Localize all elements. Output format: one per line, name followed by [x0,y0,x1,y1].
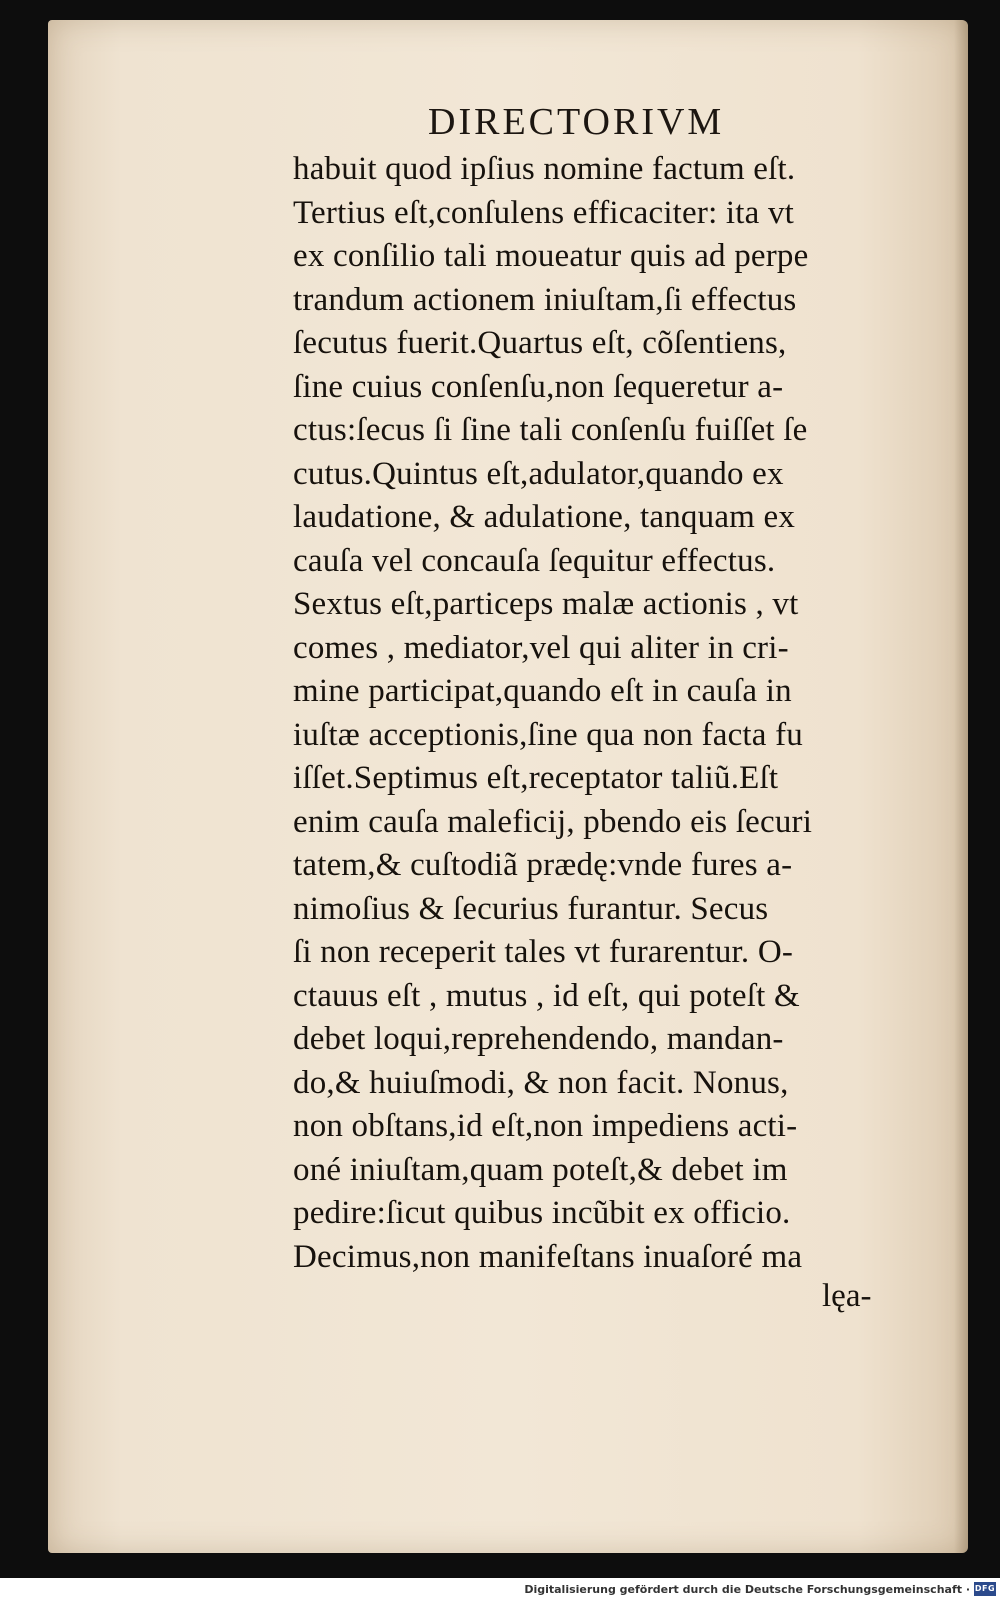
catchword: lęa- [822,1278,872,1314]
text-line: nimoſius & ſecurius furantur. Secus [293,890,769,927]
text-line: Tertius eſt,conſulens efficaciter: ita vt [293,194,795,231]
text-line: enim cauſa maleficij, pbendo eis ſecuri [293,803,813,840]
text-line: laudatione, & adulatione, tanquam ex [293,499,796,535]
text-line: Decimus,non manifeſtans inuaſoré ma [293,1238,803,1275]
text-line: iſſet.Septimus eſt,receptator taliũ.Eſt [293,760,779,796]
running-head: DIRECTORIVM [428,101,725,143]
text-line: cutus.Quintus eſt,adulator,quando ex [293,455,784,492]
text-line: ſecutus fuerit.Quartus eſt, cõſentiens, [293,325,787,361]
text-line: ex conſilio tali moueatur quis ad perpe [293,238,809,274]
text-line: debet loqui,reprehendendo, mandan- [293,1021,784,1057]
text-line: cauſa vel concauſa ſequitur effectus. [293,542,776,579]
text-line: ſi non receperit tales vt furarentur. O- [293,934,794,970]
text-line: habuit quod ipſius nomine factum eſt. [293,151,796,187]
text-line: ſine cuius conſenſu,non ſequeretur a- [293,368,784,405]
text-line: mine participat,quando eſt in cauſa in [293,673,792,709]
text-line: ctauus eſt , mutus , id eſt, qui poteſt & [293,977,800,1014]
page-body-text [293,148,918,1279]
text-line: tatem,& cuſtodiã prædę:vnde fures a- [293,847,793,883]
text-line: do,& huiuſmodi, & non facit. Nonus, [293,1064,789,1101]
funding-credit: Digitalisierung gefördert durch die Deutsche Forschungsgemeinschaft · [524,1583,970,1596]
page-edge-shadow [954,20,968,1553]
text-line: pedire:ſicut quibus incũbit ex officio. [293,1195,791,1231]
text-line: trandum actionem iniuſtam,ſi effectus [293,281,797,318]
text-line: iuſtæ acceptionis,ſine qua non facta fu [293,716,803,753]
dfg-logo-icon: DFG [974,1582,996,1596]
text-line: non obſtans,id eſt,non impediens acti- [293,1108,798,1144]
footer-bar [0,1578,1000,1603]
text-line: ctus:ſecus ſi ſine tali conſenſu fuiſſet ſe [293,412,808,448]
text-line: comes , mediator,vel qui aliter in cri- [293,629,789,666]
text-line: oné iniuſtam,quam poteſt,& debet im [293,1151,788,1188]
text-line: Sextus eſt,particeps malæ actionis , vt [293,586,799,622]
